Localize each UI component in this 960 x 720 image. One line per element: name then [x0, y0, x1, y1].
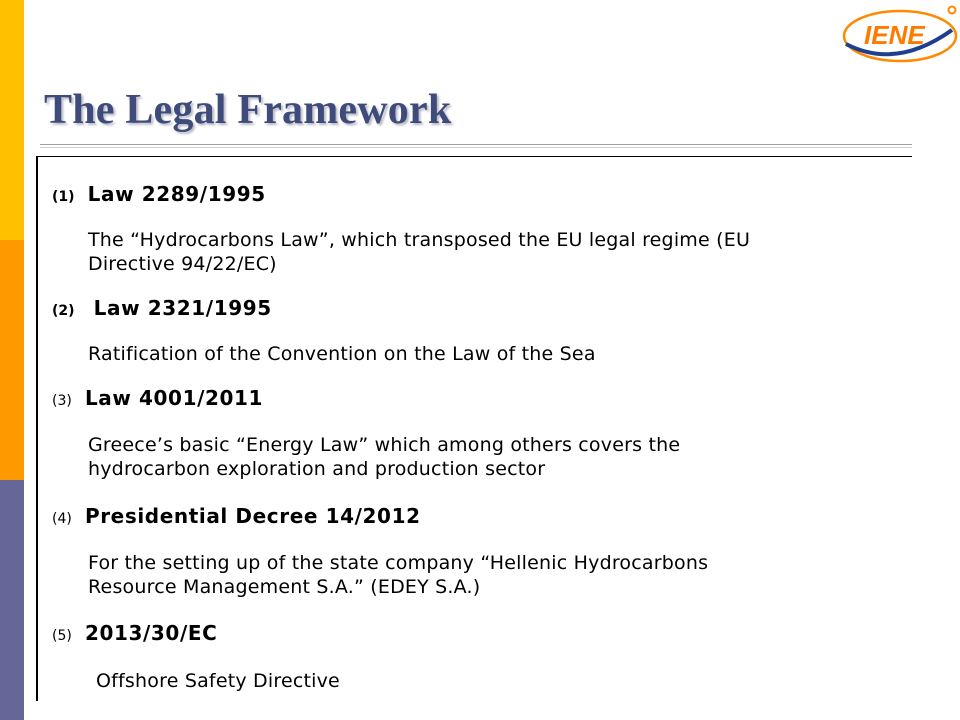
item-heading: Law 2321/1995: [93, 296, 272, 320]
description-line: The “Hydrocarbons Law”, which transposed the EU legal regime (EU: [88, 229, 751, 251]
item-heading: Law 2289/1995: [87, 182, 266, 206]
logo-text: IENE: [864, 20, 925, 50]
iene-logo: [836, 4, 960, 68]
item-heading: 2013/30/EC: [84, 621, 218, 645]
list-item: [52, 182, 266, 206]
description-line: Directive 94/22/EC): [88, 253, 277, 275]
item-heading: Law 4001/2011: [84, 386, 264, 410]
list-item: [52, 504, 421, 528]
item-number: (5): [52, 628, 72, 644]
description-line: Offshore Safety Directive: [96, 670, 340, 692]
item-description: [88, 228, 888, 276]
list-item: [52, 386, 263, 410]
description-line: Ratification of the Convention on the Law of the Sea: [88, 343, 596, 365]
item-number: (3): [52, 393, 72, 409]
item-description: [88, 433, 888, 481]
sidebar-stripe-orange: [0, 240, 24, 480]
item-number: (4): [52, 511, 72, 527]
item-description: [96, 669, 896, 693]
item-heading: Presidential Decree 14/2012: [84, 504, 421, 528]
description-line: For the setting up of the state company “Hellenic Hydrocarbons: [88, 552, 709, 574]
description-line: Greece’s basic “Energy Law” which among others covers the: [88, 434, 681, 456]
page-title: The Legal Framework: [44, 87, 452, 133]
title-divider: [40, 144, 912, 145]
item-number: (1): [52, 189, 75, 205]
item-description: [88, 342, 888, 366]
list-item: [52, 296, 272, 320]
sidebar-stripe-yellow: [0, 0, 24, 240]
description-line: Resource Management S.A.” (EDEY S.A.): [88, 576, 481, 598]
item-number: (2): [52, 303, 75, 319]
title-divider-shadow: [40, 147, 912, 148]
description-line: hydrocarbon exploration and production sector: [88, 458, 546, 480]
item-description: [88, 551, 888, 599]
sidebar-stripe-purple: [0, 480, 24, 720]
list-item: [52, 621, 217, 645]
